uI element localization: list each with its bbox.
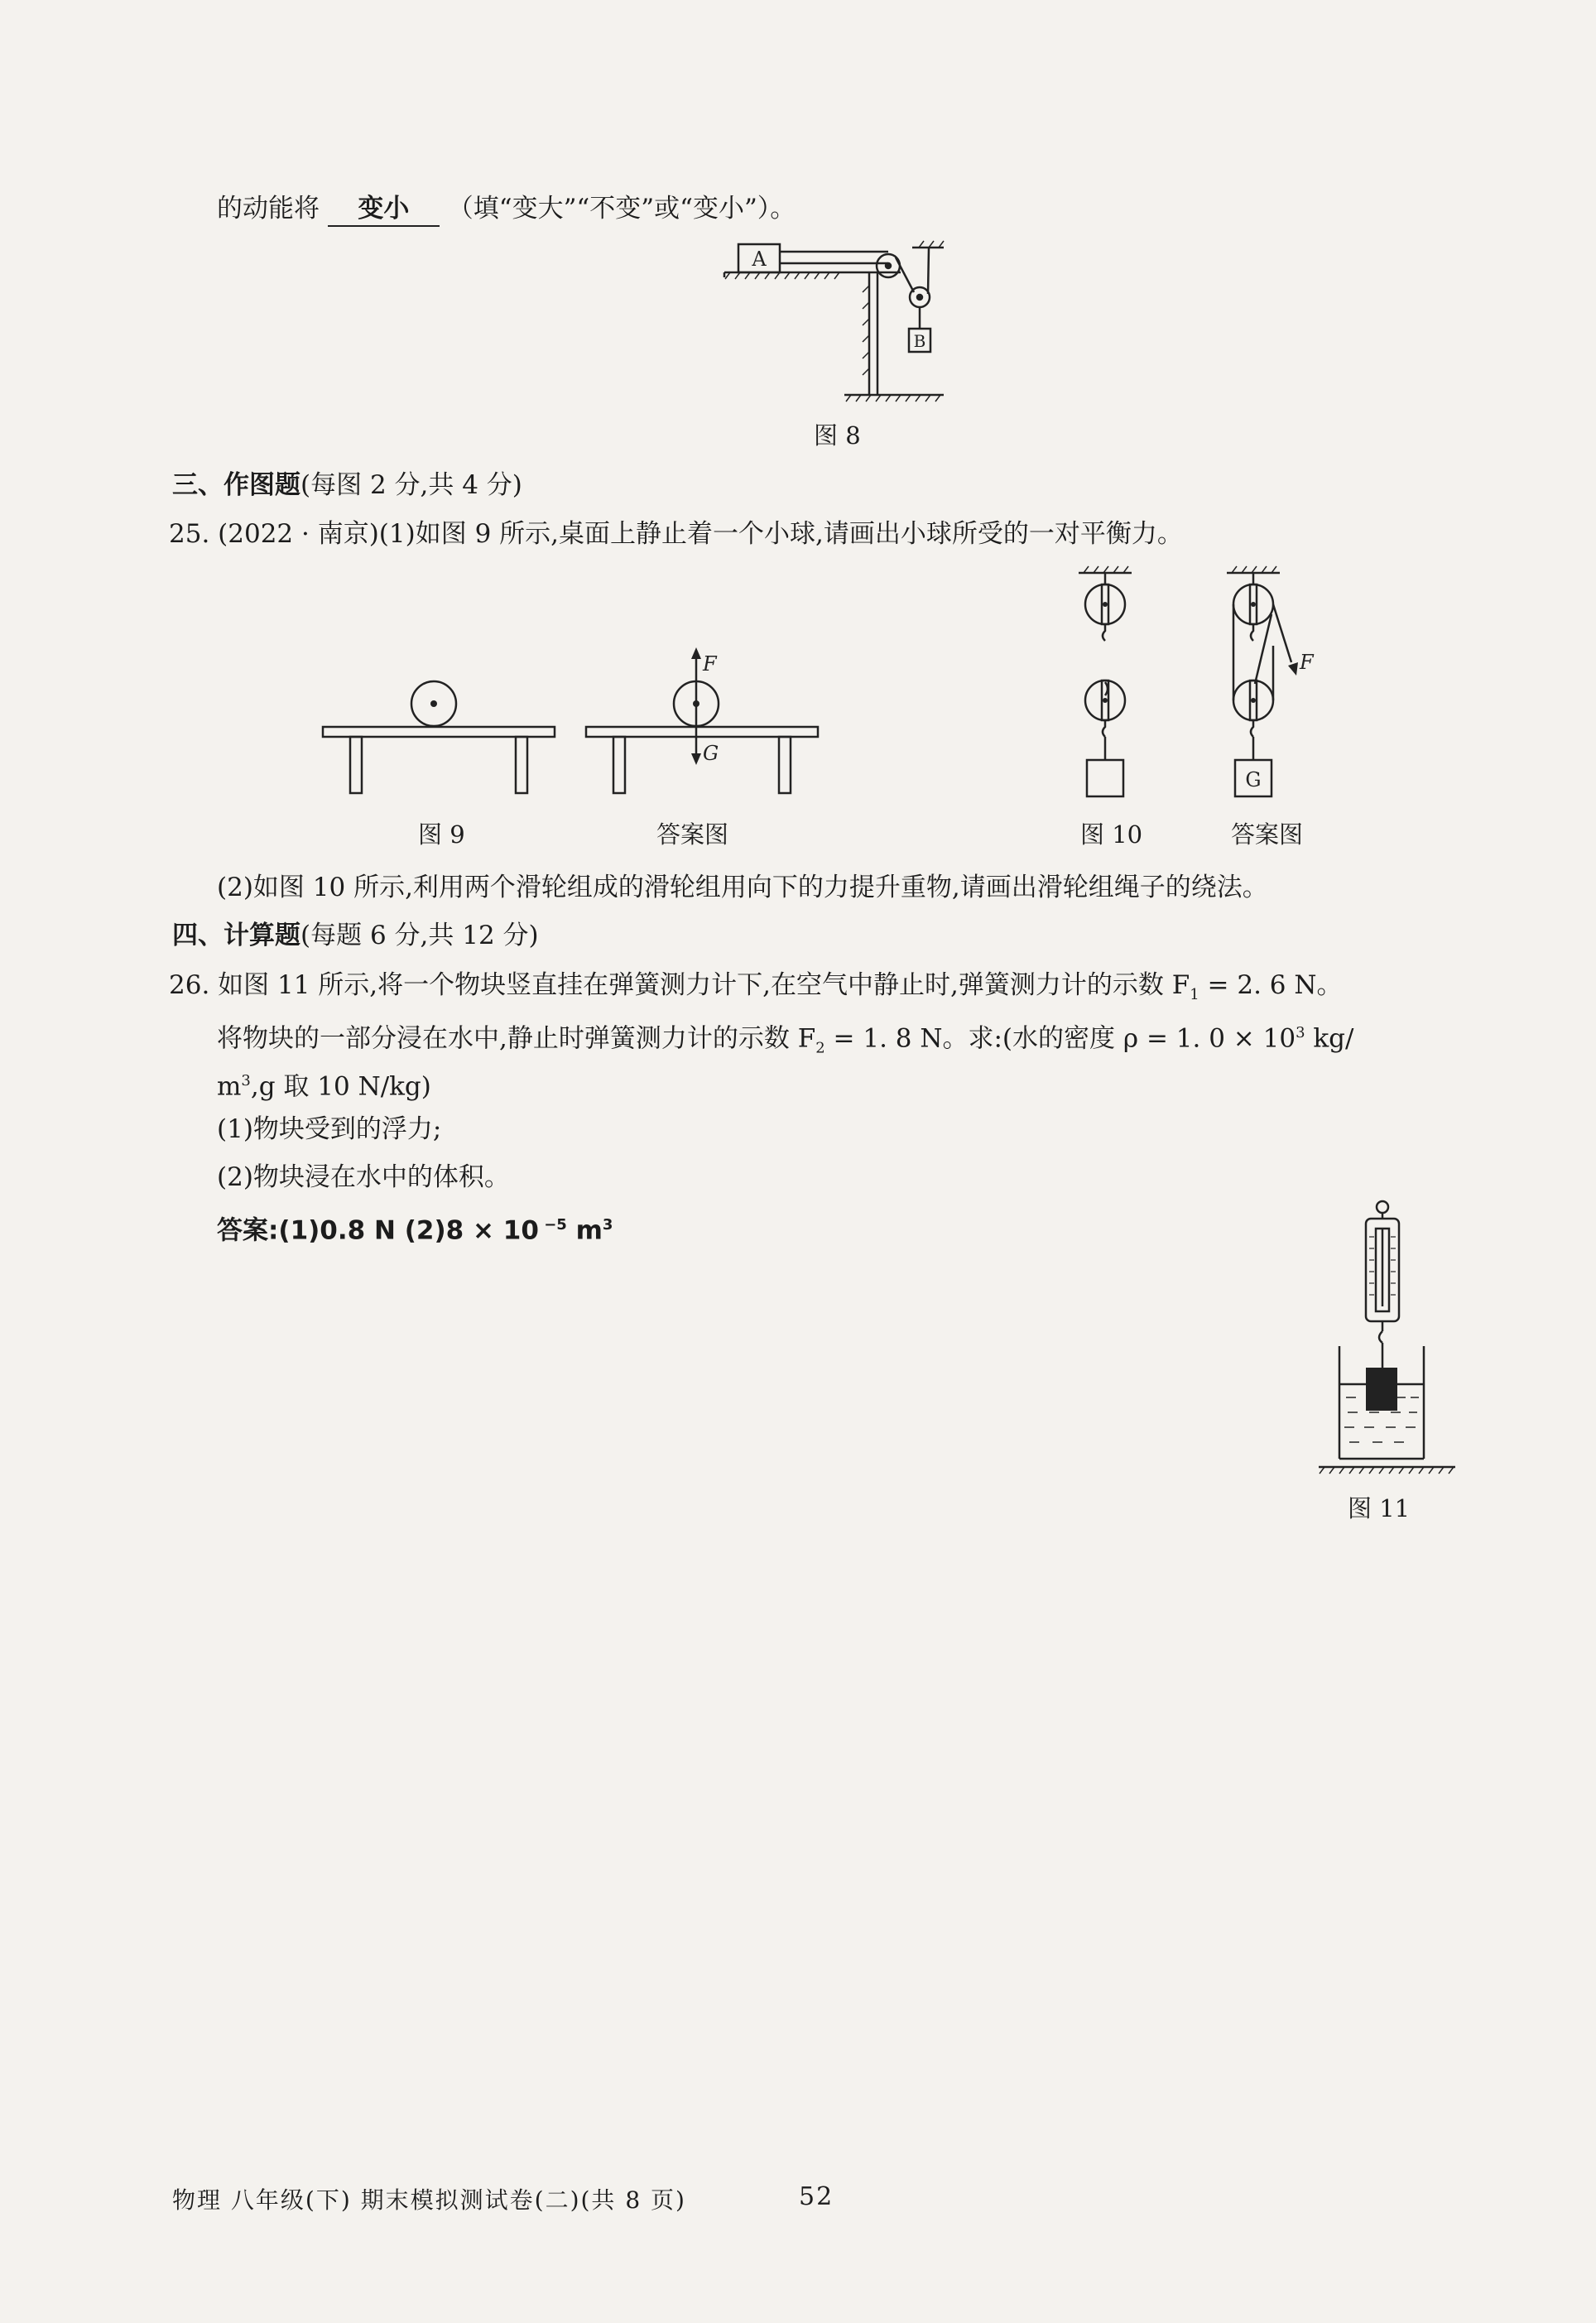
section4-heading: 四、计算题 [172,921,300,950]
q26-line1-a: 26. 如图 11 所示,将一个物块竖直挂在弹簧测力计下,在空气中静止时,弹簧测力计的示数 F [169,970,1190,1000]
section4-heading-line [172,919,539,952]
q26-line1-b: = 2. 6 N。 [1199,970,1343,1000]
fig10-answer-force-label: F [1300,651,1314,674]
q26-line3-b: ,g 取 10 N/kg) [250,1071,431,1102]
q26-line1-sub: 1 [1190,986,1199,1004]
q26-answer-sup2: 3 [602,1216,613,1234]
figure-11 [1315,1200,1459,1474]
q26-line1 [169,969,1343,1012]
q24-suffix: （填“变大”“不变”或“变小”）。 [447,194,796,224]
fig9-answer-caption: 答案图 [656,820,729,849]
fig8-label-b: B [913,331,926,351]
q26-line3 [217,1065,431,1103]
section3-heading: 三、作图题 [172,470,300,500]
q26-line2-sup: 3 [1296,1024,1305,1041]
force-g-label: G [703,742,719,765]
fig9-caption: 图 9 [418,820,465,849]
figure-8 [720,236,960,406]
figure-9 [319,677,559,801]
q26-answer-sup: −5 [538,1216,567,1234]
q26-answer [217,1209,613,1247]
q26-answer-a: 答案:(1)0.8 N (2)8 × 10 [217,1215,539,1246]
q26-sub2: (2)物块浸在水中的体积。 [217,1162,510,1192]
q26-answer-b: m [566,1215,603,1246]
fig10-caption: 图 10 [1080,820,1143,849]
footer-text: 物理 八年级(下) 期末模拟测试卷(二)(共 8 页) [172,2186,686,2214]
fig11-caption: 图 11 [1348,1494,1411,1522]
fig10-answer-weight-label: G [1245,768,1262,791]
q26-line2-c: kg/ [1305,1023,1354,1054]
q26-line2 [217,1017,1353,1065]
figure-10 [1072,563,1138,803]
section3-note: (每图 2 分,共 4 分) [300,470,522,500]
q26-line2-a: 将物块的一部分浸在水中,静止时弹簧测力计的示数 F [217,1023,816,1054]
q26-sub1: (1)物块受到的浮力; [217,1114,442,1144]
fig8-caption: 图 8 [814,421,861,450]
force-f-label: F [703,652,717,676]
q24-tail-line [217,192,796,227]
q26-line2-b: = 1. 8 N。求:(水的密度 ρ = 1. 0 × 10 [824,1023,1296,1054]
q26-line3-a: m [217,1071,242,1102]
q25-part1: 25. (2022 · 南京)(1)如图 9 所示,桌面上静止着一个小球,请画出小球所受的一对平衡力。 [169,519,1183,549]
section3-heading-line [172,469,522,502]
q24-answer-blank: 变小 [328,192,440,227]
q24-prefix: 的动能将 [217,194,320,224]
q25-part2: (2)如图 10 所示,利用两个滑轮组成的滑轮组用向下的力提升重物,请画出滑轮组绳子的绕法。 [217,873,1268,902]
figure-9-answer [582,647,830,805]
fig8-label-a: A [752,248,767,271]
section4-note: (每题 6 分,共 12 分) [300,921,539,950]
figure-10-answer [1217,563,1324,803]
q26-line3-sup: 3 [241,1072,251,1089]
q26-line2-sub: 2 [815,1039,825,1057]
fig10-answer-caption: 答案图 [1231,820,1304,849]
page-number: 52 [799,2182,834,2211]
page-footer [172,2182,686,2215]
